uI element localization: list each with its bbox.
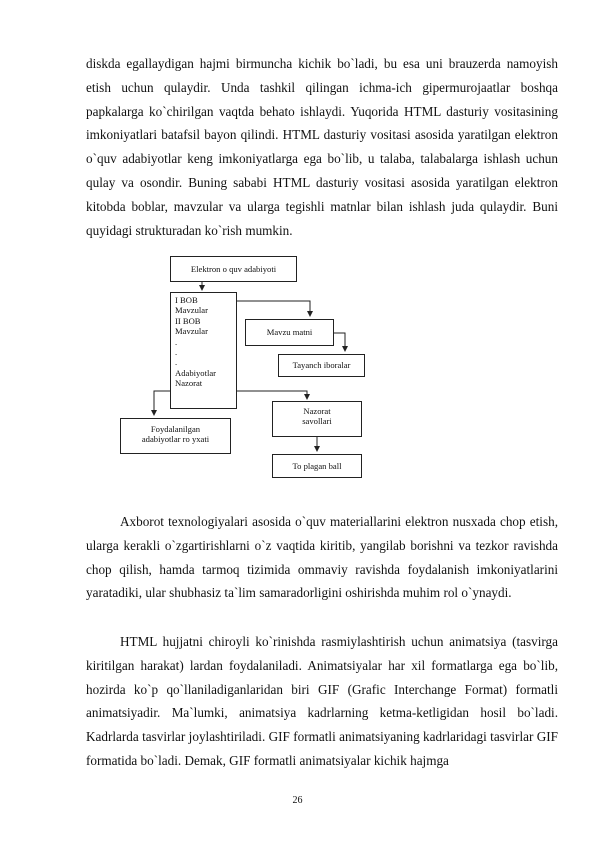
diagram-box-chapters — [170, 292, 237, 409]
arrow-to-control-questions — [236, 391, 307, 399]
diagram-box-topic-text: Mavzu matni — [245, 319, 334, 346]
diagram-box-key-phrases: Tayanch iboralar — [278, 354, 365, 377]
diagram-box-score: To plagan ball — [272, 454, 362, 478]
diagram-box-electronic-textbook: Elektron o quv adabiyoti — [170, 256, 297, 282]
paragraph-intro: diskda egallaydigan hajmi birmuncha kichik bo`ladi, bu esa uni brauzerda namoyish etish uchun qulaydir. Unda tashkil qilingan ichma-ich gipermurojaatlar boshqa papkalarga ko`chirilgan vaqtda behato ishlaydi. Yuqorida HTML dasturiy vositasining imkoniyatlari batafsil bayon qilindi. HTML dasturiy vositasi asosida yaratilgan elektron o`quv adabiyotlar keng imkoniyatlarga ega bo`lib, u talaba, talabalarga ishlash uchun qulay va osondir. Buning sababi HTML dasturiy vositasi asosida yaratilgan elektron kitobda boblar, mavzular va ularga tegishli matnlar bilan ishlash juda qulaydir. Buni quyidagi strukturadan ko`rish mumkin. — [86, 56, 558, 238]
chapters-line: Mavzular — [175, 326, 208, 337]
paragraph-animation: HTML hujjatni chiroyli ko`rinishda rasmiylashtirish uchun animatsiya (tasvirga kiritilgan harakat) lardan foydalaniladi. Animatsiyalar har xil formatlarga ega bo`lib, hozirda ko`p qo`llaniladiganlaridan biri GIF (Grafic Interchange Format) formatli animatsiyadir. Ma`lumki, animatsiya kadrlarning ketma-ketligidan hosil bo`ladi. Kadrlarda tasvirlar joylashtiriladi. GIF formatli animatsiyaning kadrlaridagi tasvirlar GIF formatida bo`ladi. Demak, GIF formatli animatsiyalar kichik hajmga — [86, 634, 558, 768]
chapters-line: Adabiyotlar — [175, 367, 217, 378]
chapters-line: . — [175, 336, 178, 347]
chapters-line: Nazorat — [175, 378, 203, 389]
chapters-line: I BOB — [175, 295, 198, 305]
page-number: 26 — [292, 795, 303, 806]
diagram-box-control-questions — [272, 401, 362, 437]
arrow-to-used-literature — [154, 391, 170, 415]
control-questions-line: savollari — [302, 416, 332, 427]
arrow-to-key-phrases — [334, 333, 345, 351]
used-literature-line: adabiyotlar ro yxati — [141, 434, 210, 445]
chapters-line: . — [175, 347, 178, 358]
chapters-line: II BOB — [175, 315, 201, 326]
paragraph-info-tech: Axborot texnologiyalari asosida o`quv materiallarini elektron nusxada chop etish, ularga kerakli o`zgartirishlarni o`z vaqtida kiritib, yangilab borishni va tezkor ravishda chop qilish, hamda tarmoq tizimida ommaviy ravishda foydalanish imkoniyatlarini yaratadiki, ular shubhasiz ta`lim samaradorligini oshirishda muhim rol o`ynaydi. — [86, 514, 558, 601]
chapters-line: . — [175, 357, 178, 368]
chapters-line: Mavzular — [175, 305, 208, 316]
used-literature-line: Foydalanilgan — [150, 424, 201, 434]
diagram-box-used-literature — [120, 418, 231, 454]
control-questions-line: Nazorat — [303, 406, 331, 416]
arrow-to-topic-text — [236, 301, 310, 316]
